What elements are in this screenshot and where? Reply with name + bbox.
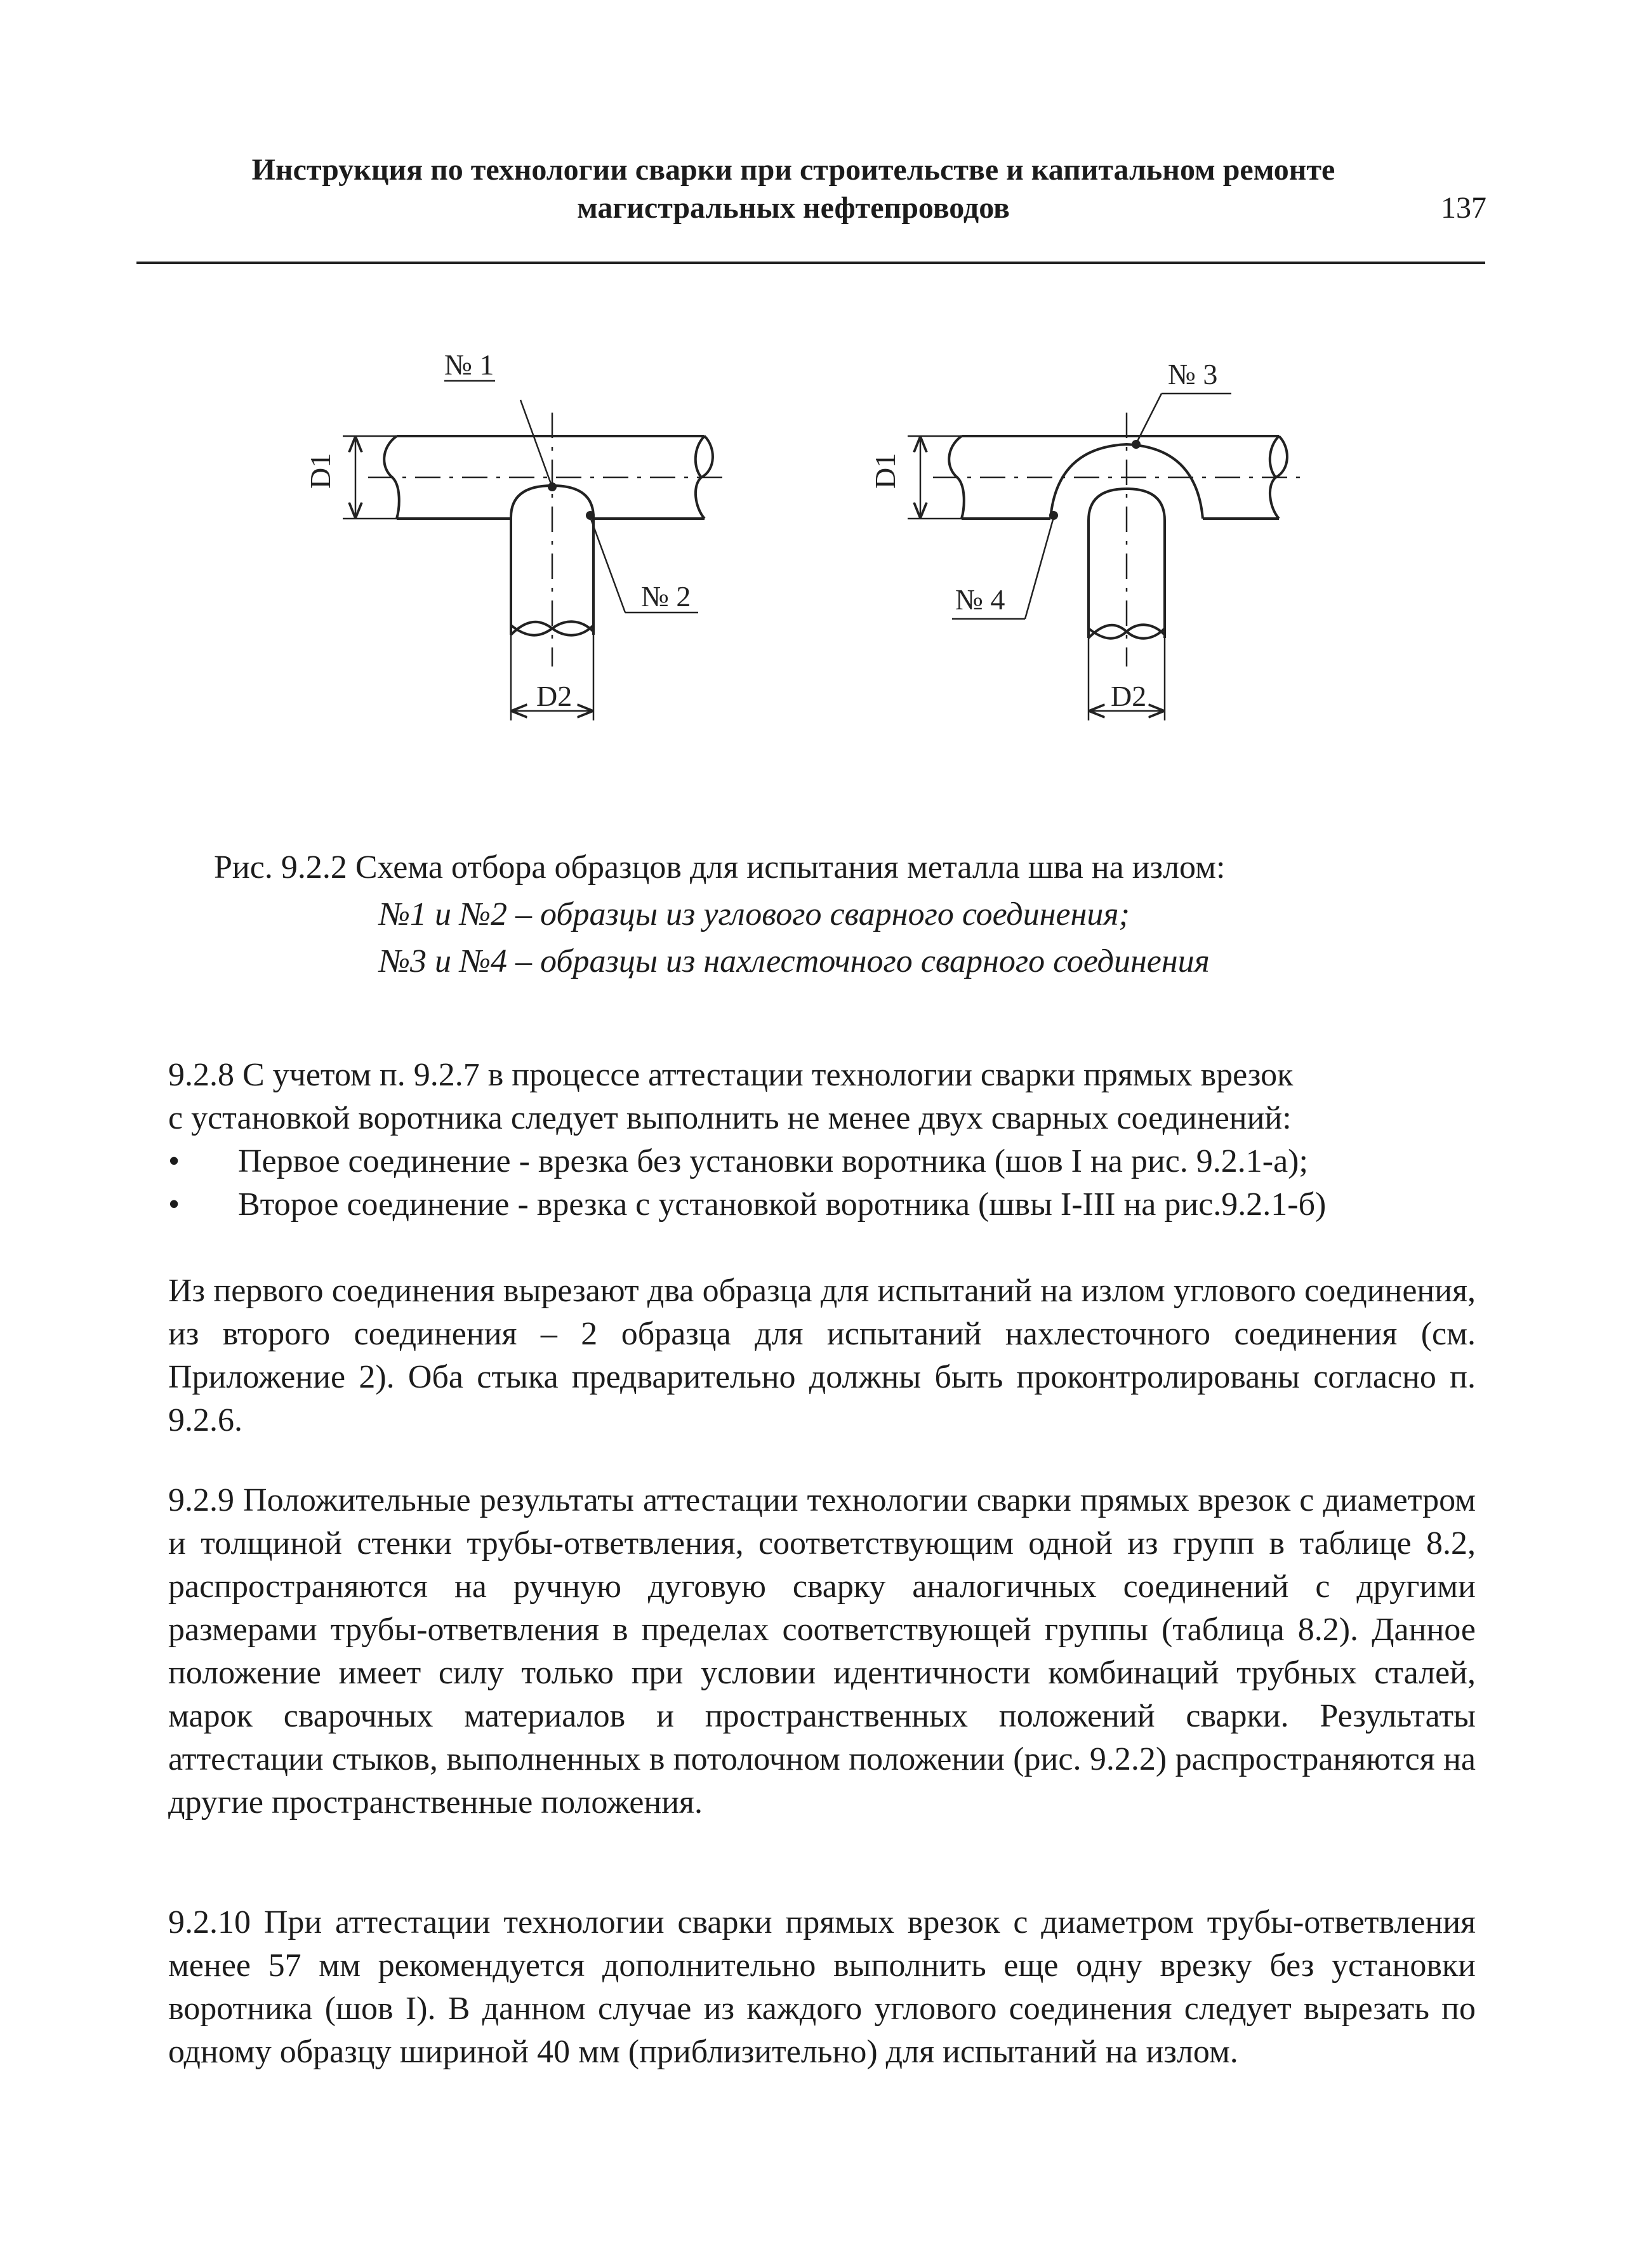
bullet-marker: •	[168, 1186, 180, 1223]
weld-point-1	[548, 482, 557, 491]
label-no4: № 4	[955, 583, 1005, 616]
bullet-text-2: Второе соединение - врезка с установкой воротника (швы I-III на рис.9.2.1-б)	[238, 1186, 1327, 1223]
paragraph-9-2-10: 9.2.10 При аттестации технологии сварки прямых врезок с диаметром трубы-ответвления менее 57 мм рекомендуется дополнительно выполнить еще одну врезку без установки воротника (шов I). В данном случае из каждого углового соединения следует вырезать по одному образцу шириной 40 мм (приблизительно) для испытаний на излом.	[168, 1904, 1476, 2070]
caption-line1: Рис. 9.2.2 Схема отбора образцов для испытания металла шва на излом:	[214, 849, 1226, 885]
p928-line2: с установкой воротника следует выполнить не менее двух сварных соединений:	[168, 1100, 1292, 1136]
figure-sampling-scheme	[0, 0, 1635, 800]
caption-line3: №3 и №4 – образцы из нахлесточного сварного соединения	[379, 943, 1210, 979]
label-d1-right: D1	[869, 453, 901, 489]
leader-2	[590, 517, 625, 613]
bullet-item-2	[168, 1183, 1488, 1226]
header-title-line2: магистральных нефтепроводов	[577, 191, 1010, 225]
label-no2: № 2	[641, 580, 691, 613]
p928-line1: 9.2.8 С учетом п. 9.2.7 в процессе аттестации технологии сварки прямых врезок	[168, 1057, 1294, 1093]
page-number: 137	[1441, 191, 1486, 225]
caption-line2: №1 и №2 – образцы из углового сварного соединения;	[379, 896, 1130, 932]
paragraph-9-2-8	[168, 1054, 1476, 1140]
label-d2-left: D2	[536, 680, 573, 712]
leader-4	[1025, 517, 1054, 619]
bullet-text-1: Первое соединение - врезка без установки воротника (шов I на рис. 9.2.1-а);	[238, 1143, 1308, 1179]
leader-3	[1137, 394, 1162, 441]
label-d1-left: D1	[304, 453, 336, 489]
paragraph-samples: Из первого соединения вырезают два образца для испытаний на излом углового соединения, из второго соединения – 2 образца для испытаний нахлесточного соединения (см. Приложение 2). Оба стыка предварительно должны быть проконтролированы согласно п. 9.2.6.	[168, 1273, 1476, 1438]
label-d2-right: D2	[1111, 680, 1147, 712]
header-title-line1: Инструкция по технологии сварки при строительстве и капитальном ремонте	[251, 153, 1335, 187]
figure-caption	[214, 844, 1225, 985]
paragraph-9-2-9: 9.2.9 Положительные результаты аттестации технологии сварки прямых врезок с диаметром и толщиной стенки трубы-ответвления, соответствующим одной из групп в таблице 8.2, распространяются на ручную дуговую сварку аналогичных соединений с другими размерами трубы-ответвления в пределах соответствующей группы (таблица 8.2). Данное положение имеет силу только при условии идентичности комбинаций трубных сталей, марок сварочных материалов и пространственных положений сварки. Результаты аттестации стыков, выполненных в потолочном положении (рис. 9.2.2) распространяются на другие пространственные положения.	[168, 1482, 1476, 1820]
leader-1	[520, 400, 551, 484]
bullet-marker: •	[168, 1143, 180, 1179]
weld-point-3	[1132, 440, 1141, 449]
bullet-item-1	[168, 1140, 1488, 1183]
label-no3: № 3	[1168, 358, 1218, 390]
label-no1: № 1	[444, 348, 494, 381]
